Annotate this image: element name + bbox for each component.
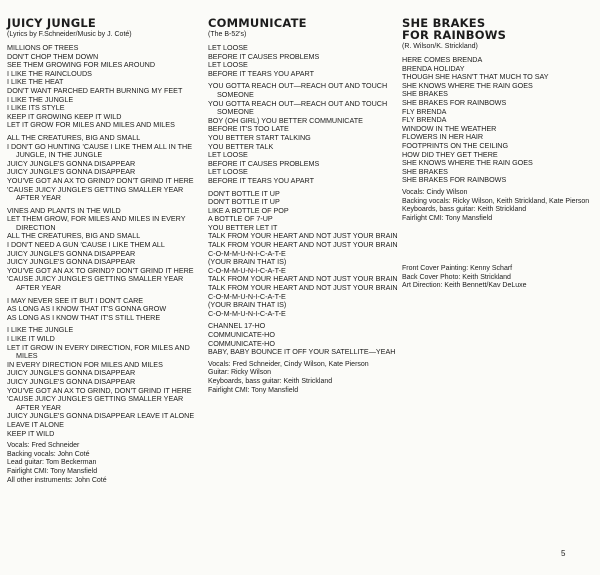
lyric-line: LEAVE IT ALONE <box>7 419 64 429</box>
lyric-line: BEFORE IT TEARS YOU APART <box>208 68 314 78</box>
lyric-line: I LIKE THE RAINCLOUDS <box>7 68 92 78</box>
lyric-line: AS LONG AS I KNOW THAT IT'S GONNA GROW <box>7 304 167 314</box>
lyric-line: TALK FROM YOUR HEART AND NOT JUST YOUR BRAIN <box>208 240 398 250</box>
lyric-line: KEEP IT WILD <box>7 428 55 438</box>
lyric-line: HERE COMES BRENDA <box>402 55 483 64</box>
lyric-stanza <box>208 82 400 185</box>
lyric-line: JUICY JUNGLE'S GONNA DISAPPEAR <box>7 376 136 386</box>
lyric-line: BRENDA HOLIDAY <box>402 63 465 73</box>
lyric-line: BEFORE IT'S TOO LATE <box>208 124 289 134</box>
lyric-line: I MAY NEVER SEE IT BUT I DON'T CARE <box>7 295 144 305</box>
personnel-line: Vocals: Fred Schneider <box>7 442 80 450</box>
lyric-stanza <box>7 44 203 130</box>
lyric-line: C-O-M-M-U-N-I-C-A-T-E <box>208 248 286 258</box>
lyric-line: MILLIONS OF TREES <box>7 43 79 52</box>
lyric-stanza <box>208 44 400 78</box>
lyric-line: JUICY JUNGLE'S GONNA DISAPPEAR <box>7 257 136 267</box>
page-number: 5 <box>561 549 566 558</box>
lyric-line: (YOUR BRAIN THAT IS) <box>208 300 287 310</box>
personnel-credits <box>402 189 594 223</box>
album-art-credits <box>402 265 594 291</box>
lyric-line: JUICY JUNGLE'S GONNA DISAPPEAR <box>7 368 136 378</box>
lyric-line: ALL THE CREATURES, BIG AND SMALL <box>7 231 141 241</box>
lyric-line: SHE BRAKES FOR RAINBOWS <box>402 175 507 185</box>
lyric-line: C-O-M-M-U-N-I-C-A-T-E <box>208 265 286 275</box>
lyric-line: LET IT GROW FOR MILES AND MILES AND MILES <box>7 120 175 130</box>
lyric-line: YOU'VE GOT AN AX TO GRIND? DON'T GRIND IT HERE <box>7 175 194 185</box>
lyric-line: SHE KNOWS WHERE THE RAIN GOES <box>402 158 533 168</box>
lyric-stanza <box>7 207 203 293</box>
lyric-line: JUICY JUNGLE'S GONNA DISAPPEAR LEAVE IT ALONE <box>7 411 195 421</box>
song-column-communicate <box>208 17 400 395</box>
song-title: JUICY JUNGLE <box>7 16 96 30</box>
lyric-line: COMMUNICATE-HO <box>208 338 275 348</box>
lyric-line: 'CAUSE JUICY JUNGLE'S GETTING SMALLER YEAR AFTER YEAR <box>7 394 184 412</box>
lyric-line: SEE THEM GROWING FOR MILES AROUND <box>7 60 156 70</box>
lyric-stanza <box>208 322 400 356</box>
credit-line: Art Direction: Keith Bennett/Kav DeLuxe <box>402 282 527 290</box>
lyric-line: I LIKE THE HEAT <box>7 77 64 87</box>
lyric-line: YOU GOTTA REACH OUT—REACH OUT AND TOUCH SOMEONE <box>208 81 388 99</box>
lyric-line: VINES AND PLANTS IN THE WILD <box>7 205 121 215</box>
lyric-line: AS LONG AS I KNOW THAT IT'S STILL THERE <box>7 312 161 322</box>
song-column-she-brakes-for-rainbows <box>402 17 594 223</box>
personnel-line: Keyboards, bass guitar: Keith Strickland <box>402 206 527 214</box>
lyric-stanza <box>7 297 203 323</box>
lyric-line: BEFORE IT TEARS YOU APART <box>208 175 314 185</box>
lyric-line: LET LOOSE <box>208 60 248 70</box>
lyric-line: KEEP IT GROWING KEEP IT WILD <box>7 111 122 121</box>
lyric-line: TALK FROM YOUR HEART AND NOT JUST YOUR BRAIN <box>208 274 398 284</box>
personnel-line: Vocals: Fred Schneider, Cindy Wilson, Kate Pierson <box>208 360 369 368</box>
personnel-line: Fairlight CMI: Tony Mansfield <box>402 214 493 222</box>
lyric-line: WINDOW IN THE WEATHER <box>402 123 497 133</box>
lyric-line: LIKE A BOTTLE OF POP <box>208 205 289 215</box>
lyric-line: FLY BRENDA <box>402 115 447 125</box>
lyric-line: 'CAUSE JUICY JUNGLE'S GETTING SMALLER YEAR AFTER YEAR <box>7 274 184 293</box>
lyric-line: (YOUR BRAIN THAT IS) <box>208 257 287 267</box>
lyric-line: DON'T CHOP THEM DOWN <box>7 51 99 61</box>
lyric-line: JUICY JUNGLE'S GONNA DISAPPEAR <box>7 158 136 168</box>
personnel-credits <box>208 361 400 395</box>
lyric-line: HOW DID THEY GET THERE <box>402 149 498 159</box>
lyric-line: FOOTPRINTS ON THE CEILING <box>402 140 509 150</box>
lyric-line: YOU GOTTA REACH OUT—REACH OUT AND TOUCH SOMEONE <box>208 98 388 117</box>
personnel-line: Backing vocals: Ricky Wilson, Keith Strickland, Kate Pierson <box>402 197 590 205</box>
lyric-line: YOU'VE GOT AN AX TO GRIND, DON'T GRIND IT HERE <box>7 385 192 395</box>
lyric-line: SHE KNOWS WHERE THE RAIN GOES <box>402 80 533 90</box>
lyric-line: THOUGH SHE HASN'T THAT MUCH TO SAY <box>402 72 549 82</box>
lyric-line: YOU BETTER LET IT <box>208 222 278 232</box>
lyric-line: COMMUNICATE-HO <box>208 330 275 339</box>
lyric-line: DON'T BOTTLE IT UP <box>208 188 280 198</box>
lyric-line: LET IT GROW IN EVERY DIRECTION, FOR MILES AND MILES <box>7 342 190 361</box>
lyric-line: SHE BRAKES FOR RAINBOWS <box>402 97 507 107</box>
lyric-line: LET LOOSE <box>208 43 248 52</box>
personnel-line: Fairlight CMI: Tony Mansfield <box>7 467 98 475</box>
personnel-line: Backing vocals: John Coté <box>7 450 90 458</box>
credit-line: Front Cover Painting: Kenny Scharf <box>402 265 513 272</box>
lyric-line: I LIKE THE JUNGLE <box>7 325 74 335</box>
lyric-line: YOU BETTER START TALKING <box>208 132 311 142</box>
songwriter-credit: (R. Wilson/K. Strickland) <box>402 43 478 50</box>
lyric-line: LET THEM GROW, FOR MILES AND MILES IN EVERY DIRECTION <box>7 214 186 232</box>
lyric-line: LET LOOSE <box>208 150 248 160</box>
lyric-line: I DON'T NEED A GUN 'CAUSE I LIKE THEM ALL <box>7 240 165 250</box>
lyric-stanza <box>402 56 594 185</box>
lyric-line: FLY BRENDA <box>402 106 447 116</box>
lyric-line: I DON'T GO HUNTING 'CAUSE I LIKE THEM ALL IN THE JUNGLE, IN THE JUNGLE <box>7 141 192 160</box>
lyric-line: TALK FROM YOUR HEART AND NOT JUST YOUR BRAIN <box>208 283 398 293</box>
lyric-line: DON'T BOTTLE IT UP <box>208 197 280 207</box>
personnel-credits <box>7 442 203 485</box>
lyric-line: I LIKE THE JUNGLE <box>7 94 74 104</box>
lyric-stanza <box>7 326 203 438</box>
lyric-line: C-O-M-M-U-N-I-C-A-T-E <box>208 308 286 318</box>
personnel-line: Fairlight CMI: Tony Mansfield <box>208 386 299 394</box>
song-column-juicy-jungle <box>7 17 203 485</box>
lyric-line: A BOTTLE OF 7-UP <box>208 214 273 224</box>
song-title: SHE BRAKES FOR RAINBOWS <box>402 16 507 42</box>
lyric-line: DON'T WANT PARCHED EARTH BURNING MY FEET <box>7 85 183 95</box>
personnel-line: Keyboards, bass guitar: Keith Strickland <box>208 377 333 385</box>
personnel-line: Vocals: Cindy Wilson <box>402 188 468 196</box>
lyric-line: BEFORE IT CAUSES PROBLEMS <box>208 51 320 61</box>
lyric-line: YOU BETTER TALK <box>208 141 274 151</box>
lyric-line: CHANNEL 17-HO <box>208 321 266 331</box>
song-title: COMMUNICATE <box>208 16 307 30</box>
credit-line: Back Cover Photo: Keith Strickland <box>402 273 511 281</box>
lyric-line: ALL THE CREATURES, BIG AND SMALL <box>7 132 141 142</box>
lyric-line: BEFORE IT CAUSES PROBLEMS <box>208 158 320 168</box>
lyric-line: LET LOOSE <box>208 167 248 177</box>
lyric-line: C-O-M-M-U-N-I-C-A-T-E <box>208 291 286 301</box>
lyric-line: I LIKE IT WILD <box>7 334 55 343</box>
lyric-line: TALK FROM YOUR HEART AND NOT JUST YOUR BRAIN <box>208 231 398 241</box>
lyric-stanza <box>208 190 400 319</box>
lyric-line: BABY, BABY BOUNCE IT OFF YOUR SATELLITE—YEAH <box>208 347 396 357</box>
personnel-line: Guitar: Ricky Wilson <box>208 369 272 377</box>
lyric-line: YOU'VE GOT AN AX TO GRIND? DON'T GRIND IT HERE <box>7 265 194 275</box>
lyric-line: JUICY JUNGLE'S GONNA DISAPPEAR <box>7 167 136 177</box>
lyric-line: FLOWERS IN HER HAIR <box>402 132 484 142</box>
lyric-line: IN EVERY DIRECTION FOR MILES AND MILES <box>7 359 163 369</box>
songwriter-credit: (The B-52's) <box>208 31 247 38</box>
lyric-stanza <box>7 134 203 203</box>
personnel-line: Lead guitar: Tom Beckerman <box>7 459 97 467</box>
lyric-line: SHE BRAKES <box>402 166 448 176</box>
personnel-line: All other instruments: John Coté <box>7 476 107 484</box>
lyric-line: BOY (OH GIRL) YOU BETTER COMMUNICATE <box>208 115 363 125</box>
songwriter-credit: (Lyrics by F.Schneider/Music by J. Coté) <box>7 31 132 38</box>
lyric-line: I LIKE ITS STYLE <box>7 103 65 113</box>
lyric-line: JUICY JUNGLE'S GONNA DISAPPEAR <box>7 248 136 258</box>
lyric-line: SHE BRAKES <box>402 89 448 99</box>
lyric-line: 'CAUSE JUICY JUNGLE'S GETTING SMALLER YEAR AFTER YEAR <box>7 184 184 203</box>
